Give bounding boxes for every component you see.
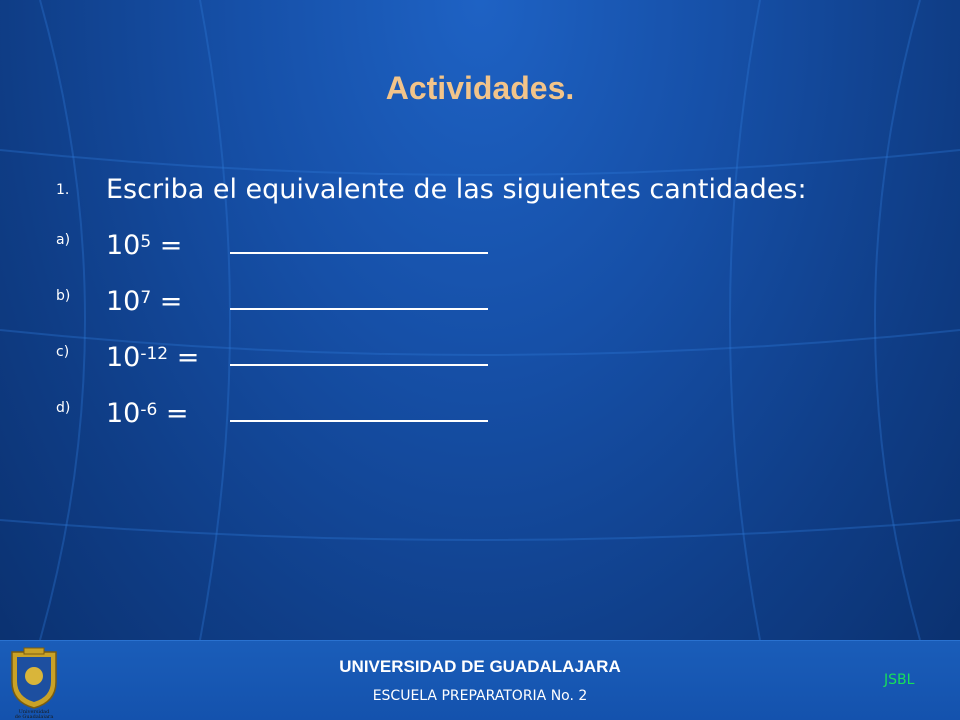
answer-blank [230,222,488,254]
item-marker: d) [56,400,71,416]
item-base: 10 [106,342,141,373]
item-marker: a) [56,232,71,248]
footer-initials: JSBL [884,672,915,688]
crest-text-2: de Guadalajara [14,714,54,718]
item-expression [106,278,488,320]
crest-text-1: Universidad [18,709,50,715]
item-exponent: 5 [140,232,152,252]
slide-title: Actividades. [385,70,575,106]
item-marker: b) [56,288,71,304]
item-equals: = [159,230,183,261]
answer-blank [230,334,488,366]
item-expression [106,334,488,376]
footer-school: ESCUELA PREPARATORIA No. 2 [372,688,588,704]
question-text: Escriba el equivalente de las siguientes cantidades: [106,174,807,205]
question-row [56,172,902,208]
list-item [56,390,902,432]
item-base: 10 [106,286,141,317]
item-expression [106,390,488,432]
answer-blank [230,390,488,422]
item-equals: = [159,286,183,317]
item-base: 10 [106,230,141,261]
university-crest-logo [6,646,62,718]
answer-blank [230,278,488,310]
item-expression [106,222,488,264]
item-exponent: 7 [140,288,152,308]
footer-university: UNIVERSIDAD DE GUADALAJARA [339,657,621,676]
item-marker: c) [56,344,70,360]
list-item [56,334,902,376]
item-exponent: -12 [140,344,169,364]
item-base: 10 [106,398,141,429]
item-equals: = [176,342,200,373]
list-item [56,278,902,320]
question-number: 1. [56,182,70,198]
list-item [56,222,902,264]
slide-footer [0,640,960,720]
item-equals: = [165,398,189,429]
activity-content [56,172,902,446]
item-exponent: -6 [140,400,158,420]
